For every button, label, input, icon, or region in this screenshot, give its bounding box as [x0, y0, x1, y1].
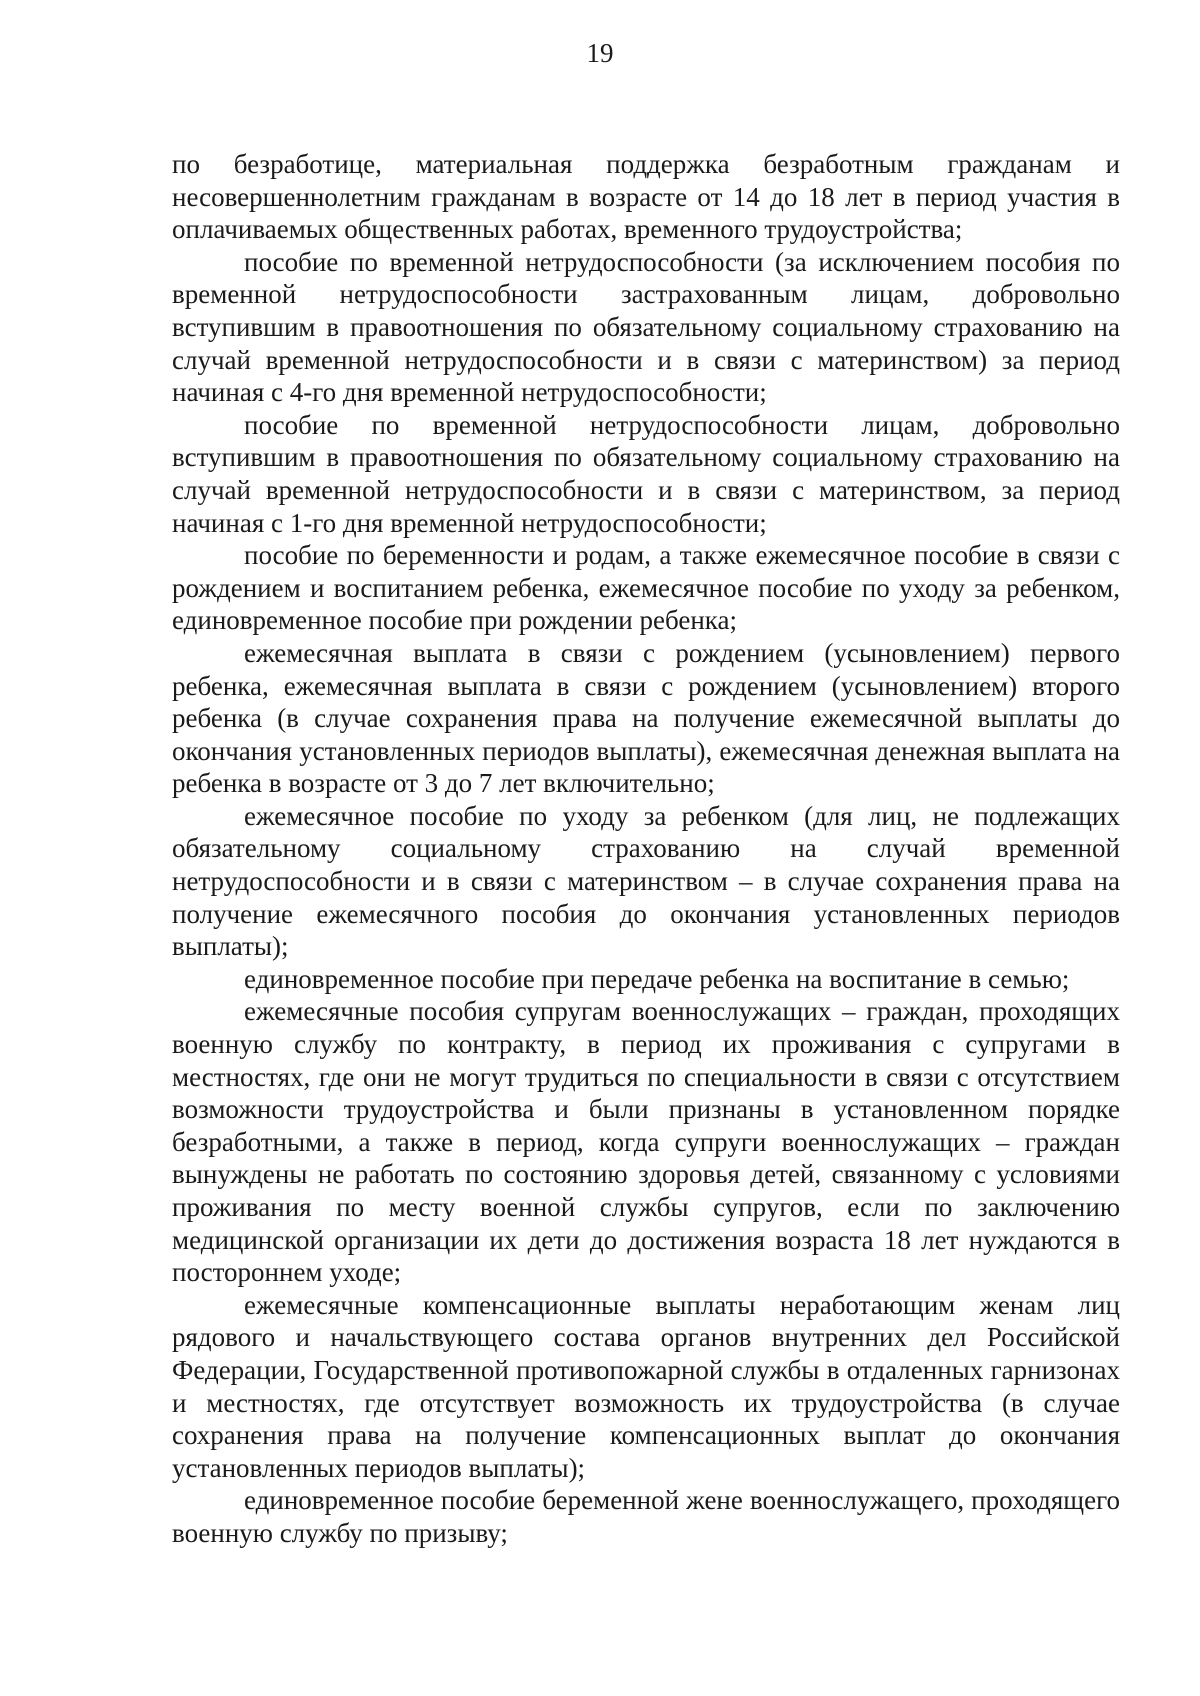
page-number: 19	[586, 38, 614, 68]
paragraph: ежемесячные пособия супругам военнослужащих – граждан, проходящих военную службу по контракту, в период их проживания с супругами в местностях, где они не могут трудиться по специальности в связи с отсутствием возможности трудоустройства и были признаны в установленном порядке безработными, а также в период, когда супруги военнослужащих – граждан вынуждены не работать по состоянию здоровья детей, связанному с условиями проживания по месту военной службы супругов, если по заключению медицинской организации их дети до достижения возраста 18 лет нуждаются в постороннем уходе;	[172, 996, 1120, 1288]
paragraph: пособие по временной нетрудоспособности лицам, добровольно вступившим в правоотношения по обязательному социальному страхованию на случай временной нетрудоспособности и в связи с материнством, за период начиная с 1-го дня временной нетрудоспособности;	[172, 409, 1120, 538]
paragraph: ежемесячное пособие по уходу за ребенком (для лиц, не подлежащих обязательному социальному страхованию на случай временной нетрудоспособности и в связи с материнством – в случае сохранения права на получение ежемесячного пособия до окончания установленных периодов выплаты);	[172, 800, 1120, 962]
paragraph: пособие по беременности и родам, а также ежемесячное пособие в связи с рождением и воспитанием ребенка, ежемесячное пособие по уходу за ребенком, единовременное пособие при рождении ребенка;	[172, 540, 1120, 636]
paragraph: пособие по временной нетрудоспособности (за исключением пособия по временной нетрудоспособности застрахованным лицам, добровольно вступившим в правоотношения по обязательному социальному страхованию на случай временной нетрудоспособности и в связи с материнством) за период начиная с 4-го дня временной нетрудоспособности;	[172, 246, 1120, 408]
document-body	[172, 148, 1120, 1550]
paragraph-continuation: по безработице, материальная поддержка безработным гражданам и несовершеннолетним гражданам в возрасте от 14 до 18 лет в период участия в оплачиваемых общественных работах, временного трудоустройства;	[172, 149, 1120, 245]
paragraph: единовременное пособие беременной жене военнослужащего, проходящего военную службу по призыву;	[172, 1485, 1120, 1548]
paragraph: единовременное пособие при передаче ребенка на воспитание в семью;	[244, 963, 1070, 994]
paragraph: ежемесячная выплата в связи с рождением (усыновлением) первого ребенка, ежемесячная выплата в связи с рождением (усыновлением) второго ребенка (в случае сохранения права на получение ежемесячной выплаты до окончания установленных периодов выплаты), ежемесячная денежная выплата на ребенка в возрасте от 3 до 7 лет включительно;	[172, 637, 1120, 799]
paragraph: ежемесячные компенсационные выплаты неработающим женам лиц рядового и начальствующего состава органов внутренних дел Российской Федерации, Государственной противопожарной службы в отдаленных гарнизонах и местностях, где отсутствует возможность их трудоустройства (в случае сохранения права на получение компенсационных выплат до окончания установленных периодов выплаты);	[172, 1289, 1120, 1483]
